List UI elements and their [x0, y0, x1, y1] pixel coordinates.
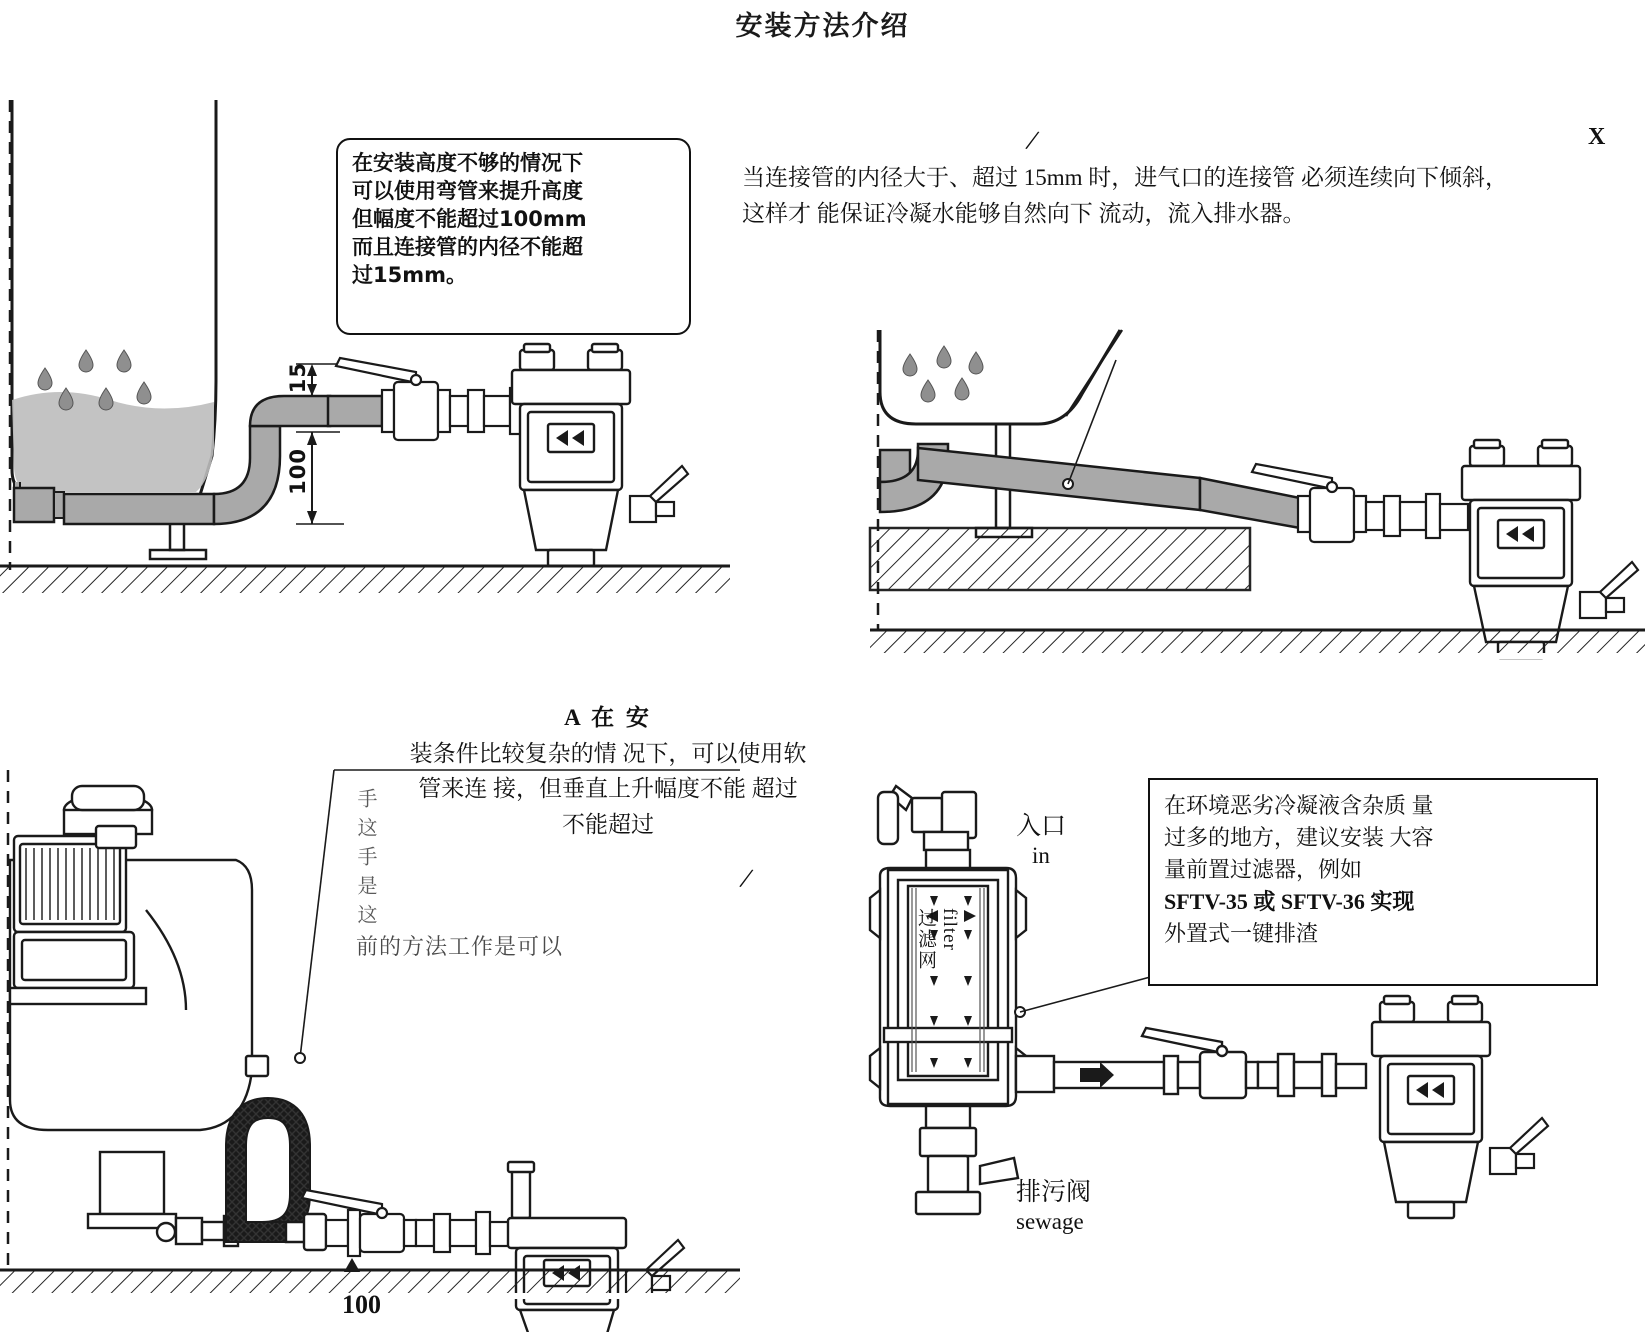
- sewage-label-en: sewage: [1016, 1209, 1084, 1234]
- paragraph-bottom-left-line-3: 管来连 接，但垂直上升幅度不能 超过: [418, 776, 798, 802]
- callout-bubble-top-left: [336, 138, 691, 335]
- vertical-text-line-2: 这: [354, 817, 376, 839]
- dimension-15-label: 15: [286, 362, 310, 394]
- filter-label-cn: 过滤网: [915, 908, 936, 971]
- paragraph-bottom-left-line-2: 装条件比较复杂的情 况下，可以使用软: [409, 740, 807, 766]
- bubble-br-line-2: 过多的地方，建议安装 大容: [1164, 824, 1434, 850]
- bubble-line-4: 而且连接管的内径不能超: [352, 234, 583, 259]
- inlet-label: [976, 812, 1106, 870]
- bubble-br-line-3: 量前置过滤器，例如: [1164, 856, 1363, 882]
- dimension-100-label-bottom-left: 100: [342, 1290, 381, 1319]
- bubble-br-line-5: 外置式一键排渣: [1164, 920, 1319, 946]
- vertical-text-line-4: 是: [354, 875, 376, 897]
- vertical-text-line-3: 手: [354, 846, 376, 868]
- paragraph-top-right-line-1: 当连接管的内径大于、超过 15mm 时，进气口的连接管 必须连续向下倾斜，: [742, 165, 1509, 190]
- mark-x: X: [1588, 124, 1606, 150]
- callout-bubble-bottom-right: [1148, 778, 1598, 986]
- bubble-line-3: 但幅度不能超过100mm: [352, 206, 587, 231]
- inlet-label-cn: 入口: [1015, 813, 1066, 840]
- sewage-label-cn: 排污阀: [1016, 1179, 1092, 1206]
- top-right-svg: [870, 330, 1645, 680]
- filter-label-en: filter: [939, 908, 960, 951]
- diagram-top-right: [870, 330, 1645, 680]
- bubble-br-line-1: 在环境恶劣冷凝液含杂质 量: [1164, 793, 1434, 818]
- bubble-br-line-4: SFTV-35 或 SFTV-36 实现: [1164, 888, 1415, 914]
- mark-slash-bottom-left: /: [737, 861, 756, 896]
- paragraph-bottom-left-line-1: A 在 安: [564, 705, 652, 730]
- mark-slash-top-right: /: [1023, 123, 1042, 158]
- paragraph-top-right-line-2: 这样才 能保证冷凝水能够自然向下 流动，流入排水器。: [742, 200, 1306, 226]
- bubble-line-5: 过15mm。: [352, 262, 467, 287]
- sewage-label: [1016, 1178, 1166, 1236]
- vertical-overlay-text: 前的方法工作是可以: [356, 934, 564, 959]
- vertical-text-line-5: 这: [354, 904, 376, 926]
- paragraph-top-right: [742, 160, 1632, 231]
- dimension-100-label: 100: [286, 448, 310, 495]
- page-title: 安装方法介绍: [735, 11, 910, 41]
- paragraph-bottom-left-line-4: 不能超过: [562, 811, 654, 837]
- bubble-line-1: 在安装高度不够的情况下: [352, 151, 583, 175]
- inlet-label-en: in: [1032, 843, 1050, 868]
- diagram-bottom-left: [0, 770, 740, 1332]
- bubble-line-2: 可以使用弯管来提升高度: [352, 178, 583, 203]
- vertical-text-line-1: 手: [354, 788, 376, 810]
